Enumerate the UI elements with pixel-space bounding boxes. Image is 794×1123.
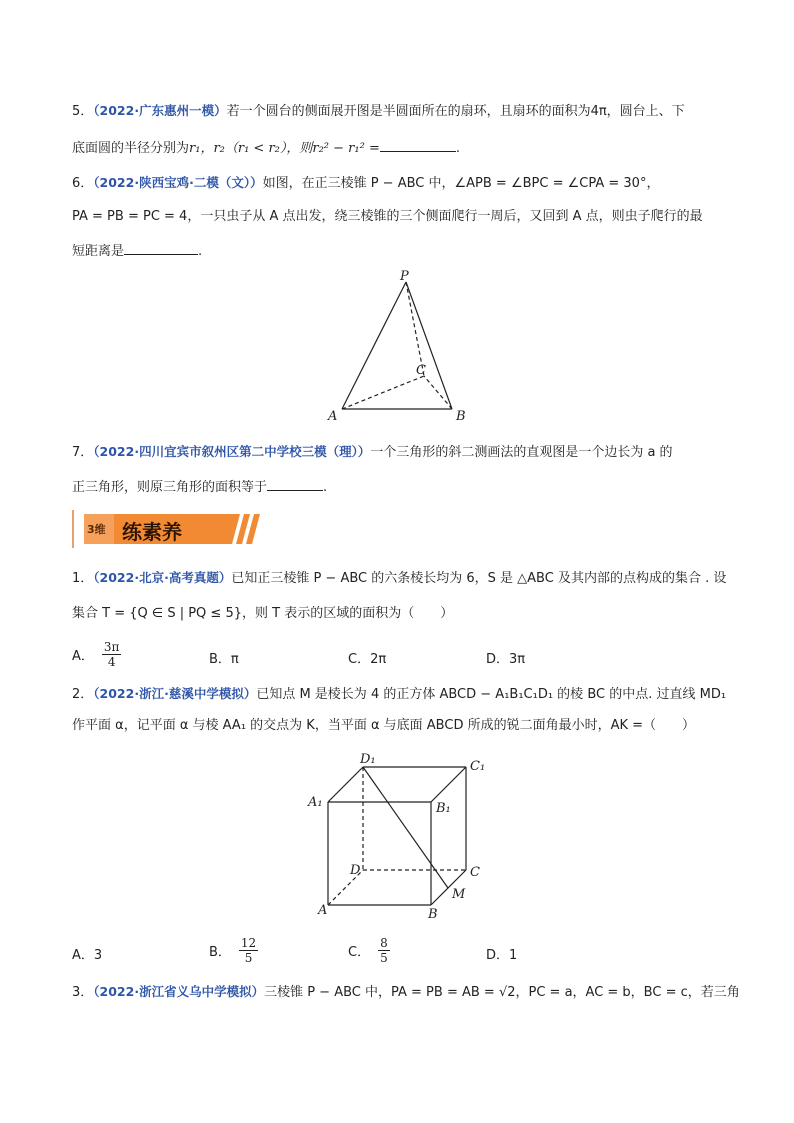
q6-line1 <box>72 173 659 194</box>
q7-text-1: 一个三角形的斜二测画法的直观图是一个边长为 a 的 <box>370 445 673 460</box>
p1-option-c[interactable]: C．2π <box>348 652 387 667</box>
p2-option-b-num: 12 <box>240 936 257 950</box>
q7-line2 <box>72 476 327 498</box>
p2-option-c[interactable] <box>348 936 390 965</box>
label-d: D <box>350 863 361 878</box>
p1-option-a-num: 3π <box>103 640 120 654</box>
q6-text-3: 短距离是 <box>72 244 125 259</box>
section-badge: 3维 <box>87 523 106 536</box>
q6-number: 6． <box>72 176 94 191</box>
p1-line2 <box>72 604 453 624</box>
edge-pa <box>342 282 406 409</box>
edge-b1c1 <box>431 767 466 802</box>
q5-answer-blank <box>380 137 456 152</box>
p1-option-a-label: A． <box>72 649 94 664</box>
q7-end: . <box>323 480 328 495</box>
label-c: C <box>470 865 480 880</box>
p3-line1 <box>72 982 740 1003</box>
q6-source: （2022·陕西宝鸡·二模（文）） <box>93 175 263 190</box>
q6-line3 <box>72 240 202 262</box>
q6-text-1: 如图，在正三棱锥 P − ABC 中，∠APB = ∠BPC = ∠CPA = 30°， <box>262 176 660 191</box>
p1-option-d[interactable]: D．3π <box>486 652 526 667</box>
label-b: B <box>456 409 466 424</box>
p2-option-c-fraction <box>378 936 390 965</box>
p3-source: （2022·浙江省义乌中学模拟） <box>93 984 265 999</box>
p3-number: 3． <box>72 985 94 1000</box>
label-a: A <box>318 903 328 918</box>
tetrahedron-figure <box>320 268 480 428</box>
edge-a1d1 <box>328 767 363 802</box>
edge-pc <box>406 282 424 376</box>
q5-number: 5． <box>72 104 94 119</box>
edge-bc <box>424 376 452 409</box>
label-a1: A₁ <box>308 795 323 810</box>
p1-option-b[interactable]: B．π <box>209 652 239 667</box>
p1-option-a-den: 4 <box>107 655 116 669</box>
edge-pb <box>406 282 452 409</box>
label-c: C <box>416 363 426 378</box>
label-m: M <box>452 887 466 902</box>
q6-answer-blank <box>124 240 198 255</box>
p1-number: 1． <box>72 571 94 586</box>
p2-option-c-num: 8 <box>380 936 388 950</box>
p2-option-c-den: 5 <box>380 951 388 965</box>
cube-figure <box>300 748 500 928</box>
q5-text-1: 若一个圆台的侧面展开图是半圆面所在的扇环，且扇环的面积为4π，圆台上、下 <box>226 104 685 119</box>
label-p: P <box>400 269 409 284</box>
p1-option-a-fraction <box>102 640 122 669</box>
section-title: 练素养 <box>122 520 182 544</box>
label-d1: D₁ <box>360 752 376 767</box>
q7-text-2: 正三角形，则原三角形的面积等于 <box>72 480 268 495</box>
label-b1: B₁ <box>436 801 451 816</box>
p1-text-1: 已知正三棱锥 P − ABC 的六条棱长均为 6，S 是 △ABC 及其内部的点构成的集合 . 设 <box>231 571 727 586</box>
p2-line1 <box>72 684 726 705</box>
q6-line2 <box>72 207 703 227</box>
q5-line2 <box>72 137 460 159</box>
q5-text-2: 底面圆的半径分别为 <box>72 141 190 156</box>
q7-number: 7． <box>72 445 94 460</box>
p2-text-1: 已知点 M 是棱长为 4 的正方体 ABCD − A₁B₁C₁D₁ 的棱 BC 的中点. 过直线 MD₁ <box>256 687 727 702</box>
p1-option-a[interactable] <box>72 640 121 669</box>
p2-option-c-label: C． <box>348 945 371 960</box>
label-c1: C₁ <box>470 759 486 774</box>
q7-answer-blank <box>267 476 323 491</box>
p3-text-1: 三棱锥 P − ABC 中，PA = PB = AB = √2，PC = a，AC = b，BC = c，若三角 <box>264 985 740 1000</box>
p2-line2 <box>72 716 695 736</box>
q7-line1 <box>72 442 673 463</box>
label-b: B <box>428 907 438 922</box>
q5-source: （2022·广东惠州一模） <box>93 103 227 118</box>
p2-option-d[interactable]: D．1 <box>486 948 518 963</box>
p2-option-a[interactable]: A．3 <box>72 948 103 963</box>
p1-text-2: 集合 T = {Q ∈ S | PQ ≤ 5}，则 T 表示的区域的面积为（ ） <box>72 606 454 621</box>
p2-option-b-den: 5 <box>244 951 253 965</box>
q5-end: . <box>455 141 460 156</box>
section-banner <box>72 510 262 548</box>
q5-line1 <box>72 101 685 122</box>
p2-source: （2022·浙江·慈溪中学模拟） <box>93 686 257 701</box>
q7-source: （2022·四川宜宾市叙州区第二中学校三模（理）） <box>93 444 371 459</box>
p2-option-b-fraction <box>239 936 258 965</box>
p1-line1 <box>72 568 726 589</box>
p2-option-b[interactable] <box>209 936 258 965</box>
p2-text-2: 作平面 α，记平面 α 与棱 AA₁ 的交点为 K，当平面 α 与底面 ABCD 所成的锐二面角最小时，AK =（ ） <box>72 718 696 733</box>
q6-text-2: PA = PB = PC = 4，一只虫子从 A 点出发，绕三棱锥的三个侧面爬行一周后，又回到 A 点，则虫子爬行的最 <box>72 209 703 224</box>
edge-ac <box>342 376 424 409</box>
p2-option-b-label: B． <box>209 945 231 960</box>
label-a: A <box>328 409 338 424</box>
q5-math: r₁，r₂（r₁ < r₂），则r₂² − r₁² = <box>189 141 380 156</box>
p1-source: （2022·北京·高考真题） <box>93 570 232 585</box>
q6-end: . <box>198 244 203 259</box>
p2-number: 2． <box>72 687 94 702</box>
